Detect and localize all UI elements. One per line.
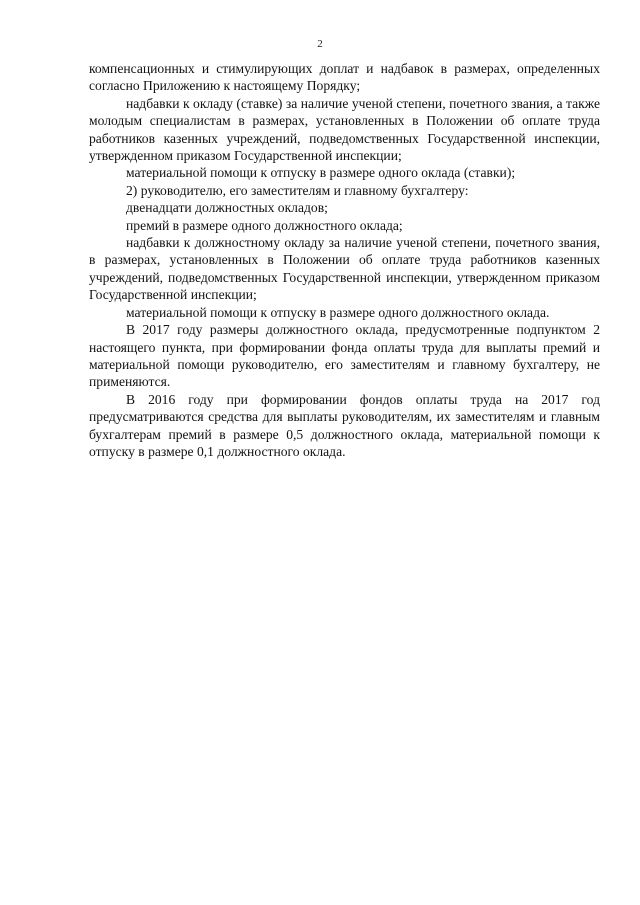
paragraph-bonus-one-salary: премий в размере одного должностного оклада; bbox=[126, 217, 403, 233]
paragraph-management-heading: 2) руководителю, его заместителям и главному бухгалтеру: bbox=[126, 182, 469, 198]
paragraph-2016-rule: В 2016 году при формировании фондов оплаты труда на 2017 год предусматриваются средства для выплаты руководителям, их заместителям и главным бухгалтерам премий в размере 0,5 должностного оклада, материальной помощи к отпуску в размере 0,1 должностного оклада. bbox=[89, 391, 600, 459]
paragraph-material-aid-official: материальной помощи к отпуску в размере одного должностного оклада. bbox=[126, 304, 550, 320]
paragraph-salary-allowance: надбавки к окладу (ставке) за наличие ученой степени, почетного звания, а также молодым специалистам в размерах, установленных в Положении об оплате труда работников казенных учреждений, подведомственных Государственной инспекции, утвержденном приказом Государственной инспекции; bbox=[89, 95, 600, 164]
paragraph-official-salary-allowance: надбавки к должностному окладу за наличие ученой степени, почетного звания, в размерах, установленных в Положении об оплате труда работников казенных учреждений, подведомственных Государственной инспекции, утвержденном приказом Государственной инспекции; bbox=[89, 235, 600, 303]
document-body bbox=[89, 60, 600, 460]
paragraph-material-aid-rate: материальной помощи к отпуску в размере одного оклада (ставки); bbox=[126, 165, 516, 181]
paragraph-2017-rule: В 2017 году размеры должностного оклада, предусмотренные подпунктом 2 настоящего пункта, при формировании фонда оплаты труда для выплаты премий и материальной помощи руководителю, его заместителям и главному бухгалтеру, не применяются. bbox=[89, 322, 600, 390]
page-number: 2 bbox=[317, 38, 323, 50]
paragraph-twelve-salaries: двенадцати должностных окладов; bbox=[126, 200, 328, 216]
paragraph-compensation-continued: компенсационных и стимулирующих доплат и надбавок в размерах, определенных согласно Приложению к настоящему Порядку; bbox=[89, 61, 600, 94]
